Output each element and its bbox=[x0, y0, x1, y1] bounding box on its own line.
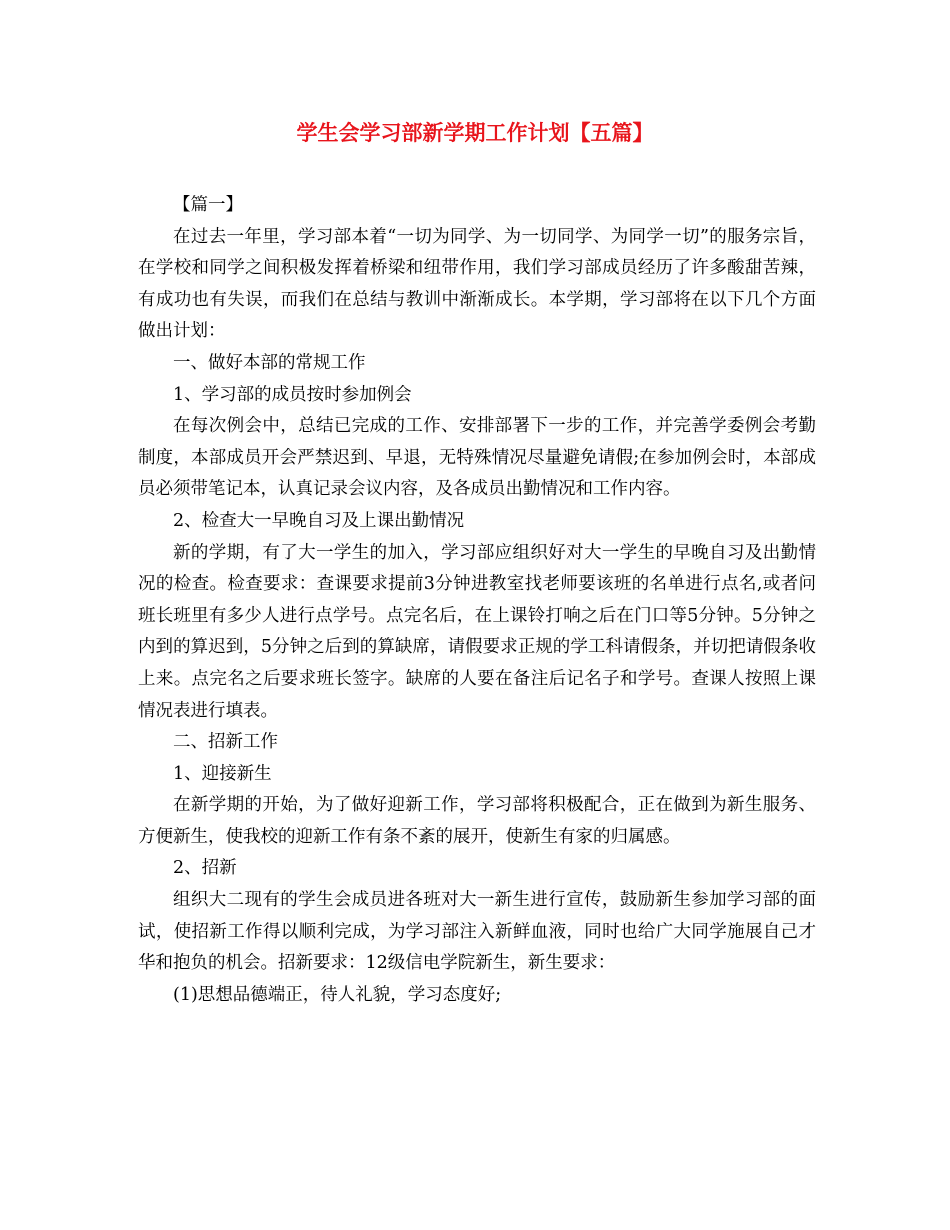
heading-recruitment: 二、招新工作 bbox=[173, 732, 278, 753]
meetings-paragraph: 在每次例会中，总结已完成的工作、安排部署下一步的工作，并完善学委例会考勤制度，本部成员开会严禁迟到、早退，无特殊情况尽量避免请假;在参加例会时，本部成员必须带笔记本，认真记录会议内容，及各成员出勤情况和工作内容。 bbox=[138, 416, 816, 500]
subheading-meetings: 1、学习部的成员按时参加例会 bbox=[173, 384, 412, 405]
subheading-recruit: 2、招新 bbox=[173, 858, 237, 879]
recruit-paragraph: 组织大二现有的学生会成员进各班对大一新生进行宣传，鼓励新生参加学习部的面试，使招新工作得以顺利完成，为学习部注入新鲜血液，同时也给广大同学施展自己才华和抱负的机会。招新要求：12级信电学院新生，新生要求： bbox=[138, 890, 816, 974]
intro-paragraph: 在过去一年里，学习部本着“一切为同学、为一切同学、为同学一切”的服务宗旨，在学校和同学之间积极发挥着桥梁和纽带作用，我们学习部成员经历了许多酸甜苦辣，有成功也有失误，而我们在总结与教训中渐渐成长。本学期，学习部将在以下几个方面做出计划： bbox=[138, 226, 816, 342]
heading-routine-work: 一、做好本部的常规工作 bbox=[173, 352, 366, 373]
subheading-welcome-freshmen: 1、迎接新生 bbox=[173, 763, 272, 784]
attendance-paragraph: 新的学期，有了大一学生的加入，学习部应组织好对大一学生的早晚自习及出勤情况的检查。检查要求：查课要求提前3分钟进教室找老师要该班的名单进行点名,或者问班长班里有多少人进行点学号。点完名后，在上课铃打响之后在门口等5分钟。5分钟之内到的算迟到，5分钟之后到的算缺席，请假要求正规的学工科请假条，并切把请假条收上来。点完名之后要求班长签字。缺席的人要在备注后记名子和学号。查课人按照上课情况表进行填表。 bbox=[138, 542, 816, 721]
subheading-attendance: 2、检查大一早晚自习及上课出勤情况 bbox=[173, 510, 465, 531]
section-heading-part-one: 【篇一】 bbox=[173, 195, 243, 215]
document-body bbox=[138, 190, 816, 1011]
welcome-paragraph: 在新学期的开始，为了做好迎新工作，学习部将积极配合，正在做到为新生服务、方便新生，使我校的迎新工作有条不紊的展开，使新生有家的归属感。 bbox=[138, 795, 816, 847]
requirement-item-1: (1)思想品德端正，待人礼貌，学习态度好; bbox=[173, 984, 502, 1005]
document-title: 学生会学习部新学期工作计划【五篇】 bbox=[296, 120, 654, 145]
